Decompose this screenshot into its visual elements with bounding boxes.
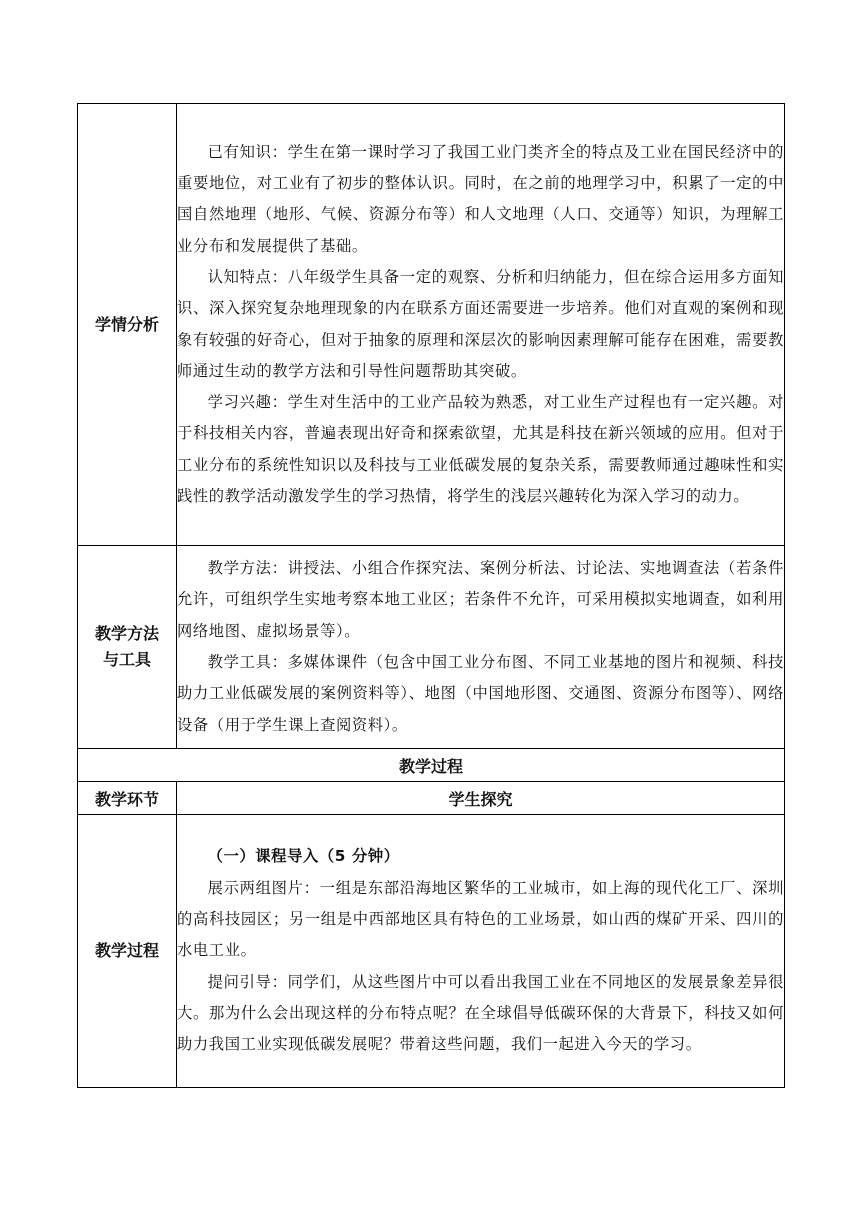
teaching-methods-paragraph: 教学方法：讲授法、小组合作探究法、案例分析法、讨论法、实地调查法（若条件允许，可组织学生实地考察本地工业区；若条件不允许，可采用模拟实地调查，如利用网络地图、虚拟场景等）。 (177, 559, 784, 640)
column-header-left: 教学环节 (78, 782, 177, 815)
cognitive-traits-paragraph: 认知特点：八年级学生具备一定的观察、分析和归纳能力，但在综合运用多方面知识、深入探究复杂地理现象的内在联系方面还需要进一步培养。他们对直观的案例和现象有较强的好奇心，但对于抽象的原理和深层次的影响因素理解可能存在困难，需要教师通过生动的教学方法和引导性问题帮助其突破。 (177, 267, 784, 380)
methods-tools-label (78, 546, 177, 749)
process-header-row (78, 749, 785, 782)
process-content (177, 815, 785, 1088)
question-guide-paragraph: 提问引导：同学们，从这些图片中可以看出我国工业在不同地区的发展景象差异很大。那为什么会出现这样的分布特点呢？在全球倡导低碳环保的大背景下，科技又如何助力我国工业实现低碳发展呢？带着这些问题，我们一起进入今天的学习。 (177, 972, 784, 1054)
lesson-plan-table (77, 103, 785, 1088)
teaching-tools-paragraph: 教学工具：多媒体课件（包含中国工业分布图、不同工业基地的图片和视频、科技助力工业低碳发展的案例资料等）、地图（中国地形图、交通图、资源分布图等）、网络设备（用于学生课上查阅资料）。 (177, 653, 784, 734)
methods-tools-label-line1: 教学方法 (94, 624, 159, 643)
methods-tools-content (177, 546, 785, 749)
learning-interest-paragraph: 学习兴趣：学生对生活中的工业产品较为熟悉，对工业生产过程也有一定兴趣。对于科技相关内容，普遍表现出好奇和探索欲望，尤其是科技在新兴领域的应用。但对于工业分布的系统性知识以及科技与工业低碳发展的复杂关系，需要教师通过趣味性和实践性的教学活动激发学生的学习热情，将学生的浅层兴趣转化为深入学习的动力。 (177, 393, 784, 505)
show-images-paragraph: 展示两组图片：一组是东部沿海地区繁华的工业城市，如上海的现代化工厂、深圳的高科技园区；另一组是中西部地区具有特色的工业场景，如山西的煤矿开采、四川的水电工业。 (177, 878, 784, 960)
methods-tools-row (78, 546, 785, 749)
student-analysis-row (78, 104, 785, 546)
process-label: 教学过程 (78, 815, 177, 1088)
column-header-right: 学生探究 (177, 782, 785, 815)
student-analysis-content (177, 104, 785, 546)
column-header-row (78, 782, 785, 815)
methods-tools-label-line2: 与工具 (102, 650, 151, 669)
process-header: 教学过程 (78, 749, 785, 782)
section-title: （一）课程导入（5 分钟） (207, 847, 400, 866)
prior-knowledge-paragraph: 已有知识：学生在第一课时学习了我国工业门类齐全的特点及工业在国民经济中的重要地位，对工业有了初步的整体认识。同时，在之前的地理学习中，积累了一定的中国自然地理（地形、气候、资源分布等）和人文地理（人口、交通等）知识，为理解工业分布和发展提供了基础。 (177, 142, 784, 255)
student-analysis-label: 学情分析 (78, 104, 177, 546)
process-row (78, 815, 785, 1088)
